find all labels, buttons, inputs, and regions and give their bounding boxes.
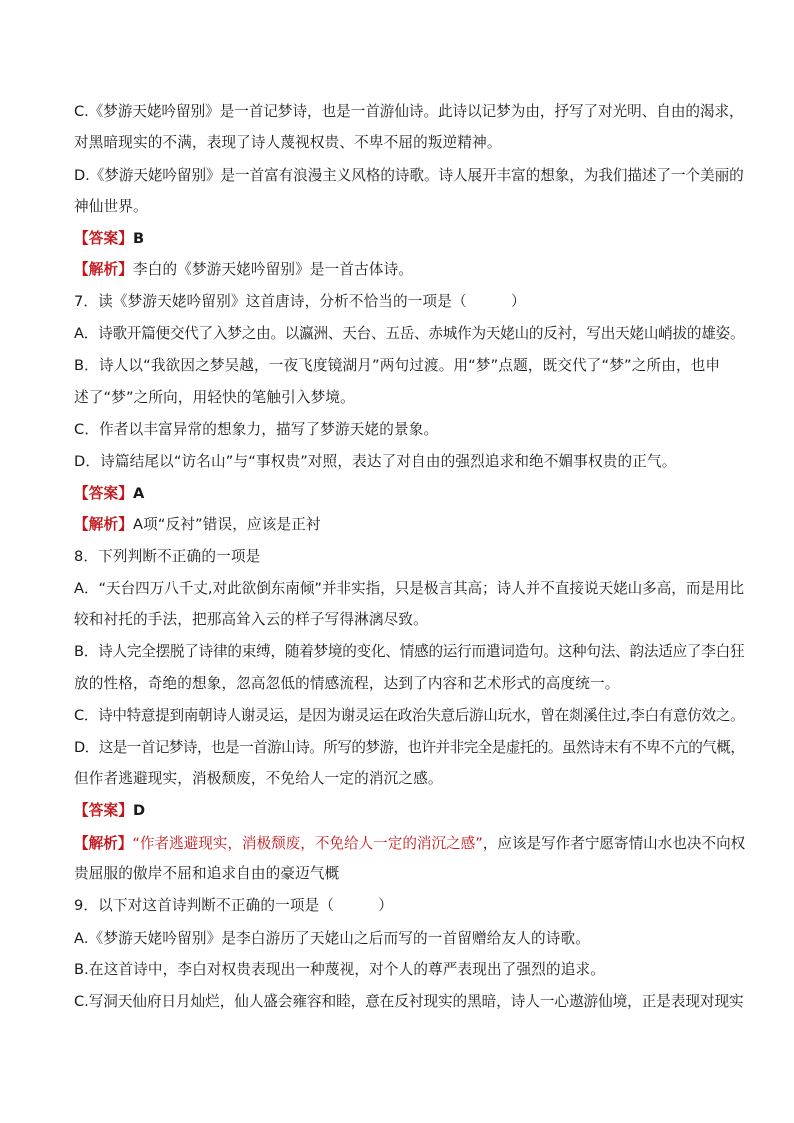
q8-option-b-line-1: B．诗人完全摆脱了诗律的束缚，随着梦境的变化、情感的运行而遣词造句。这种句法、韵法适应了李白狂: [74, 643, 745, 660]
q8-option-a-line-1: A．“天台四万八千丈,对此欲倒东南倾”并非实指，只是极言其高；诗人并不直接说天姥山多高，而是用比: [74, 580, 745, 597]
q8-option-a-line-2: 较和衬托的手法，把那高耸入云的样子写得淋漓尽致。: [74, 611, 428, 628]
answer-value: B: [132, 230, 145, 247]
answer-value: D: [132, 802, 146, 819]
q8-option-d-line-1: D．这是一首记梦诗，也是一首游山诗。所写的梦游，也许并非完全是虚托的。虽然诗末有不卑不亢的气概，: [74, 739, 745, 756]
q7-option-d: D．诗篇结尾以“访名山”与“事权贵”对照，表达了对自由的强烈追求和绝不媚事权贵的正气。: [74, 453, 677, 470]
q8-option-b-line-2: 放的性格，奇绝的想象，忽高忽低的情感流程，达到了内容和艺术形式的高度统一。: [74, 675, 620, 692]
answer-label: 【答案】: [74, 802, 133, 819]
analysis-label: 【解析】: [74, 516, 133, 533]
option-c-line-1: C.《梦游天姥吟留别》是一首记梦诗，也是一首游仙诗。此诗以记梦为由，抒写了对光明、自由的渴求，: [74, 103, 744, 120]
analysis-text: ，应该是写作者宁愿寄情山水也决不向权: [482, 835, 746, 852]
analysis-label: 【解析】: [74, 261, 133, 278]
q9-option-a: A.《梦游天姥吟留别》是李白游历了天姥山之后而写的一首留赠给友人的诗歌。: [74, 930, 590, 947]
question-8-stem: 8．下列判断不正确的一项是: [74, 548, 261, 565]
option-d-line-2: 神仙世界。: [74, 198, 148, 215]
analysis-line-7: [74, 515, 321, 535]
q9-option-b: B.在这首诗中，李白对权贵表现出一种蔑视，对个人的尊严表现出了强烈的追求。: [74, 961, 605, 978]
question-9-stem: 9．以下对这首诗判断不正确的一项是（ ）: [74, 897, 394, 914]
q7-option-a: A．诗歌开篇便交代了入梦之由。以瀛洲、天台、五岳、赤城作为天姥山的反衬，写出天姥山峭拔的雄姿。: [74, 325, 745, 342]
analysis-line-6: [74, 260, 413, 280]
answer-line-7: [74, 484, 144, 504]
answer-label: 【答案】: [74, 230, 133, 247]
question-7-stem: 7．读《梦游天姥吟留别》这首唐诗，分析不恰当的一项是（ ）: [74, 293, 526, 310]
q8-option-d-line-2: 但作者逃避现实，消极颓废，不免给人一定的消沉之感。: [74, 770, 443, 787]
analysis-label: 【解析】: [74, 835, 133, 852]
q7-option-b-line-2: 述了“梦”之所向，用轻快的笔触引入梦境。: [74, 389, 355, 406]
analysis-text: 李白的《梦游天姥吟留别》是一首古体诗。: [132, 261, 414, 278]
q7-option-b-line-1: B．诗人以“我欲因之梦吴越，一夜飞度镜湖月”两句过渡。用“梦”点题，既交代了“梦”之所由，也申: [74, 357, 721, 374]
answer-label: 【答案】: [74, 485, 133, 502]
answer-value: A: [132, 485, 145, 502]
option-c-line-2: 对黑暗现实的不满，表现了诗人蔑视权贵、不卑不屈的叛逆精神。: [74, 134, 502, 151]
analysis-line-8: [74, 834, 745, 854]
q7-option-c: C．作者以丰富异常的想象力，描写了梦游天姥的景象。: [74, 421, 439, 438]
option-d-line-1: D.《梦游天姥吟留别》是一首富有浪漫主义风格的诗歌。诗人展开丰富的想象，为我们描述了一个美丽的: [74, 167, 744, 184]
analysis-line-8-cont: 贵屈服的傲岸不屈和追求自由的豪迈气概: [74, 865, 340, 882]
answer-line-8: [74, 801, 145, 821]
analysis-text: A项“反衬”错误，应该是正衬: [132, 516, 321, 533]
analysis-quote: “作者逃避现实，消极颓废，不免给人一定的消沉之感”: [132, 835, 483, 852]
answer-line-6: [74, 229, 144, 249]
q8-option-c: C．诗中特意提到南朝诗人谢灵运，是因为谢灵运在政治失意后游山玩水，曾在剡溪住过,李白有意仿效之。: [74, 707, 745, 724]
q9-option-c: C.写洞天仙府日月灿烂，仙人盛会雍容和睦，意在反衬现实的黑暗，诗人一心遨游仙境，正是表现对现实: [74, 993, 744, 1010]
